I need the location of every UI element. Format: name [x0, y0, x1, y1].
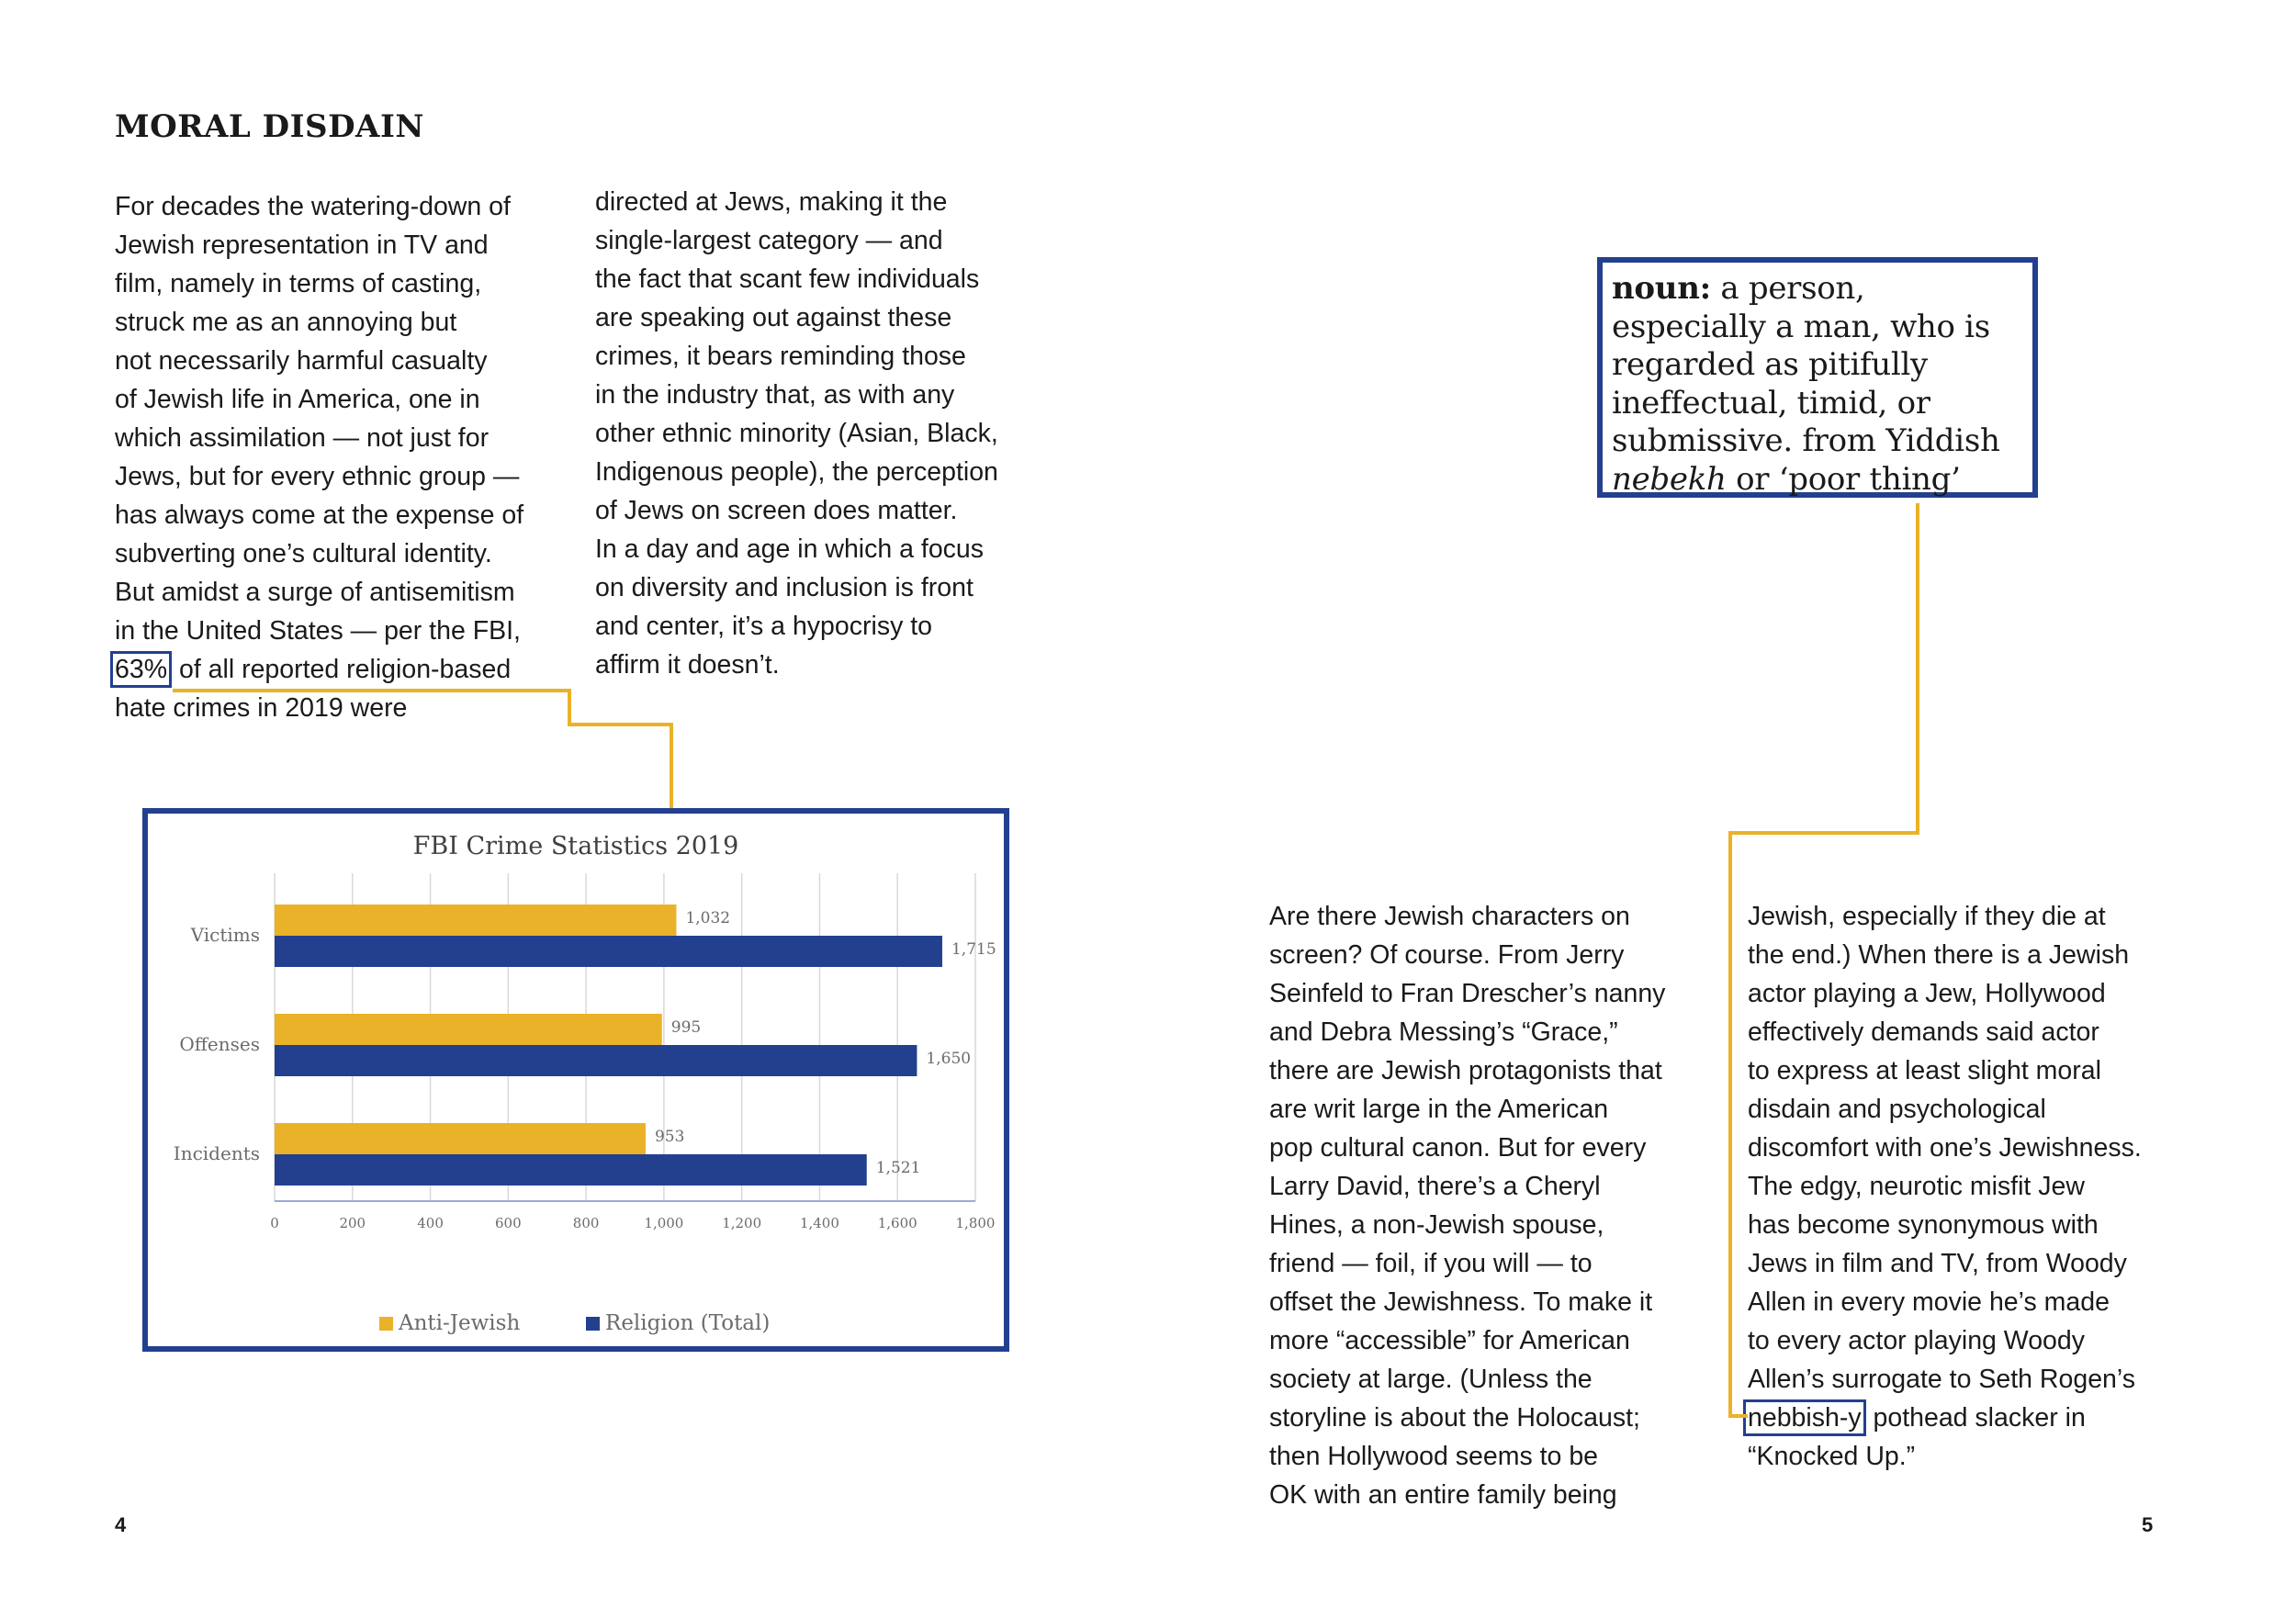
- chart-box: [142, 808, 1009, 1352]
- x-tick-label: 1,600: [877, 1215, 917, 1231]
- legend-swatch: [586, 1317, 600, 1331]
- bar-anti-jewish: [275, 1014, 662, 1045]
- data-label: 1,032: [685, 909, 731, 927]
- section-heading: MORAL DISDAIN: [115, 108, 424, 145]
- col1-text-after: of all reported religion-based hate crimes in 2019 were: [115, 655, 512, 723]
- data-label: 1,650: [926, 1050, 972, 1068]
- data-label: 953: [654, 1128, 685, 1146]
- x-tick-label: 1,800: [955, 1215, 996, 1231]
- y-category-label: Incidents: [173, 1142, 260, 1164]
- x-tick-label: 800: [572, 1215, 600, 1231]
- col4-text-before: Jewish, especially if they die at the end.) When there is a Jewish actor playing a Jew, Hollywood effectively demands said actor to express at least slight moral disdain and psychological discomfort with one’s Jewishness. The edgy, neurotic misfit Jew has become synonymous with Jews in film and TV, from Woody Allen in every movie he’s made to every actor playing Woody Allen’s surrogate to Seth Rogen’s: [1748, 902, 2142, 1394]
- y-category-label: Offenses: [179, 1033, 260, 1055]
- highlight-nebbish-y: nebbish-y: [1743, 1399, 1866, 1436]
- x-tick-label: 1,200: [722, 1215, 762, 1231]
- legend-label: Religion (Total): [605, 1311, 771, 1335]
- legend-label: Anti-Jewish: [399, 1311, 521, 1335]
- bar-religion-total: [275, 936, 942, 967]
- y-category-label: Victims: [190, 924, 260, 946]
- definition-label: noun:: [1612, 270, 1711, 307]
- body-column-2: directed at Jews, making it the single-largest category — and the fact that scant few individuals are speaking out against these crimes, it bears reminding those in the industry that, as with any other ethnic minority (Asian, Black, Indigenous people), the perception of Jews on screen does matter. In a day and age in which a focus on diversity and inclusion is front and center, it’s a hypocrisy to affirm it doesn’t.: [595, 187, 998, 680]
- x-tick-label: 600: [495, 1215, 522, 1231]
- col1-text-before: For decades the watering-down of Jewish representation in TV and film, namely in terms of casting, struck me as an annoying but not necessarily harmful casualty of Jewish life in America, one in which assimilation — not just for Jews, but for every ethnic group — has always come at the expense of subverting one’s cultural identity. But amidst a surge of antisemitism in the United States — per the FBI,: [115, 192, 524, 646]
- data-label: 995: [670, 1018, 702, 1037]
- x-tick-label: 200: [339, 1215, 366, 1231]
- col4-text-after: pothead slacker in “Knocked Up.”: [1748, 1403, 2086, 1471]
- x-tick-label: 1,000: [644, 1215, 684, 1231]
- connector-line-word-to-definition: [1730, 503, 1918, 1416]
- highlight-63-percent: 63%: [110, 651, 172, 688]
- bar-anti-jewish: [275, 905, 676, 936]
- body-column-3: Are there Jewish characters on screen? Of course. From Jerry Seinfeld to Fran Drescher’s nanny and Debra Messing’s “Grace,” there are Jewish protagonists that are writ large in the American pop cultural canon. But for every Larry David, there’s a Cheryl Hines, a non-Jewish spouse, friend — foil, if you will — to offset the Jewishness. To make it more “accessible” for American society at large. (Unless the storyline is about the Holocaust; then Hollywood seems to be OK with an entire family being: [1269, 902, 1666, 1510]
- chart-title: FBI Crime Statistics 2019: [412, 832, 739, 860]
- page-number-right: 5: [2142, 1513, 2154, 1536]
- x-tick-label: 1,400: [799, 1215, 839, 1231]
- data-label: 1,521: [875, 1159, 921, 1177]
- bar-religion-total: [275, 1045, 917, 1076]
- x-tick-label: 0: [270, 1215, 279, 1231]
- definition-text-2: or ‘poor thing’: [1726, 460, 1961, 498]
- connector-line-stat-to-chart: [173, 691, 671, 808]
- definition-yiddish-word: nebekh: [1612, 460, 1727, 498]
- legend-swatch: [379, 1317, 393, 1331]
- data-label: 1,715: [951, 940, 996, 959]
- page-number-left: 4: [115, 1513, 127, 1536]
- definition-text-1: a person, especially a man, who is regarded as pitifully ineffectual, timid, or submissive. from Yiddish: [1612, 270, 2000, 459]
- bar-anti-jewish: [275, 1123, 646, 1154]
- x-tick-label: 400: [417, 1215, 444, 1231]
- bar-chart: [148, 814, 1004, 1346]
- bar-religion-total: [275, 1154, 867, 1186]
